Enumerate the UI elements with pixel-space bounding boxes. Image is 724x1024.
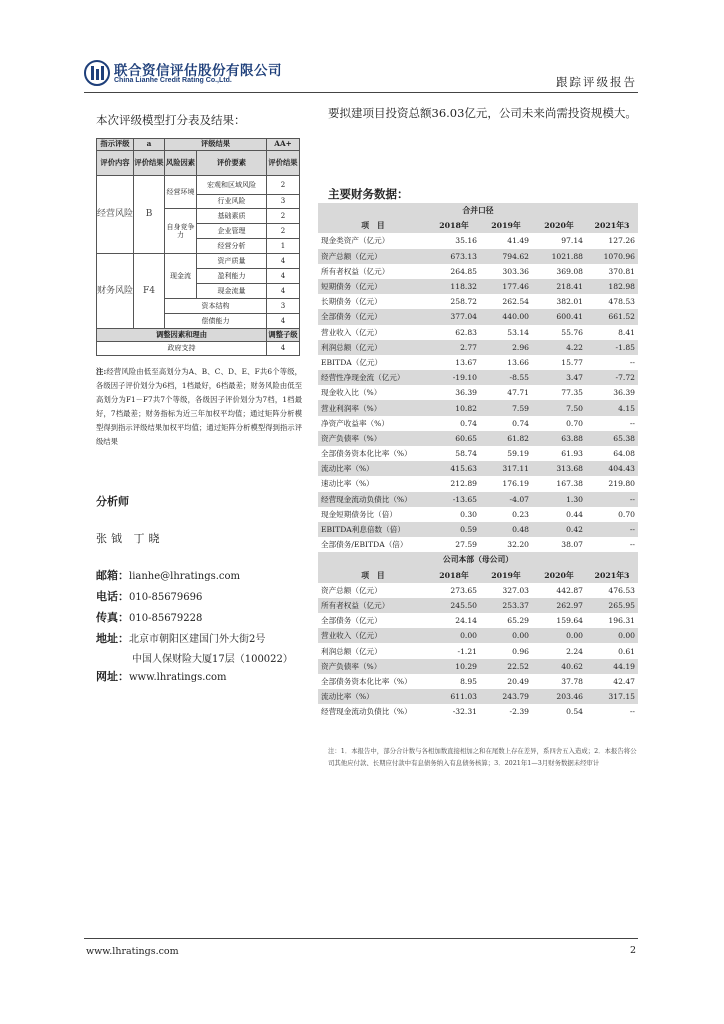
cell-value: 245.50 (428, 598, 480, 613)
cell-value: 0.44 (566, 509, 583, 519)
row-label: 资产负债率（%） (318, 659, 428, 674)
cell-value: 1070.96 (586, 249, 638, 264)
address-line2: 中国人保财险大厦17层（100022） (132, 654, 293, 665)
cell-value: -- (586, 522, 638, 537)
footer-divider (84, 938, 638, 939)
element-name: 基础素质 (197, 209, 267, 224)
table-row (318, 522, 638, 537)
row-label: 经营性净现金流（亿元） (318, 370, 428, 385)
element-name: 现金流量 (197, 284, 267, 299)
table-row (318, 340, 638, 355)
cell-value: 10.82 (428, 400, 480, 415)
cell-value: -1.21 (457, 646, 477, 656)
cell-value: 13.66 (507, 357, 529, 367)
cell-value: 40.62 (532, 659, 586, 674)
table-row (318, 446, 638, 461)
cell-value: 61.93 (561, 449, 583, 459)
analyst-heading: 分析师 (96, 495, 129, 508)
element-score: 2 (267, 224, 300, 239)
cell-value: 118.32 (428, 279, 480, 294)
cell-value: 0.59 (428, 522, 480, 537)
cell-value: 1021.88 (532, 249, 586, 264)
result-label: 评级结果 (165, 139, 267, 151)
cell-value: 36.39 (455, 388, 477, 398)
table-row (318, 264, 638, 279)
website-value[interactable]: www.lhratings.com (129, 672, 227, 683)
cell-value: 440.00 (480, 309, 532, 324)
cell-value: -- (629, 707, 635, 717)
cell-value: -- (586, 492, 638, 507)
email-value[interactable]: lianhe@lhratings.com (129, 571, 241, 582)
element-name: 经营分析 (197, 239, 267, 254)
cell-value: 0.96 (512, 646, 529, 656)
cell-value: 41.49 (507, 236, 529, 246)
website-label: 网址： (96, 670, 129, 683)
phone-label: 电话： (96, 590, 129, 603)
cell-value: 4.15 (586, 400, 638, 415)
cell-value: 478.53 (608, 297, 635, 307)
element-name: 资产质量 (197, 254, 267, 269)
table-row (97, 329, 300, 342)
cell-value: -13.65 (428, 492, 480, 507)
cell-value: 24.14 (455, 616, 477, 626)
page-number: 2 (630, 945, 637, 956)
cell-value: 182.98 (586, 279, 638, 294)
cell-value: 53.14 (507, 327, 529, 337)
row-label: 全部债务（亿元） (318, 309, 428, 324)
table-row (318, 385, 638, 400)
element-score: 3 (267, 195, 300, 209)
contact-address (96, 630, 265, 646)
cell-value: 77.35 (561, 388, 583, 398)
table-row (318, 674, 638, 689)
cell-value: 264.85 (450, 266, 477, 276)
adjust-item: 政府支持 (97, 342, 267, 356)
cell-value: -1.85 (586, 340, 638, 355)
address-line1: 北京市朝阳区建国门外大街2号 (129, 634, 266, 645)
cell-value: 2.96 (480, 340, 532, 355)
table-row (318, 476, 638, 491)
row-label: 全部债务（亿元） (321, 616, 382, 626)
row-label: 资产总额（亿元） (321, 585, 382, 595)
cell-value: 36.39 (613, 388, 635, 398)
cell-value: 65.29 (507, 616, 529, 626)
row-label: 经营现金流动负债比（%） (321, 707, 412, 717)
cell-value: 265.95 (586, 598, 638, 613)
comp-factor: 自身竞争力 (165, 209, 197, 254)
column-header: 2021年3 (586, 218, 638, 233)
cell-value: 58.74 (455, 449, 477, 459)
cell-value: -- (629, 357, 635, 367)
env-factor: 经营环境 (165, 176, 197, 209)
indicator-value: a (134, 139, 165, 151)
row-label: 流动比率（%） (318, 461, 428, 476)
cell-value: 0.74 (512, 418, 529, 428)
cell-value: 22.52 (480, 659, 532, 674)
cell-value: 32.20 (507, 540, 529, 550)
analyst-names: 张钺 丁晓 (96, 532, 164, 545)
cell-value: 167.38 (556, 479, 583, 489)
indicator-label: 指示评级 (97, 139, 134, 151)
row-label: 利润总额（亿元） (318, 340, 428, 355)
cell-value: 382.01 (556, 297, 583, 307)
column-header: 2018年 (428, 568, 480, 583)
cell-value: 20.49 (507, 676, 529, 686)
cell-value: 2.77 (428, 340, 480, 355)
table-row (318, 643, 638, 658)
table-row (318, 400, 638, 415)
table-row (318, 370, 638, 385)
row-label: 全部债务资本化比率（%） (321, 676, 412, 686)
cell-value: 258.72 (450, 297, 477, 307)
column-header: 项 目 (318, 218, 428, 233)
address-label: 地址： (96, 632, 129, 645)
cell-value: 661.52 (586, 309, 638, 324)
column-header: 2020年 (532, 218, 586, 233)
cell-value: 218.41 (532, 279, 586, 294)
company-name-en: China Lianhe Credit Rating Co.,Ltd. (114, 77, 232, 84)
cell-value: 38.07 (561, 540, 583, 550)
cell-value: -32.31 (452, 707, 477, 717)
row-label: 短期债务（亿元） (318, 279, 428, 294)
cell-value: -19.10 (428, 370, 480, 385)
row-label: 利润总额（亿元） (321, 646, 382, 656)
table-row (318, 507, 638, 522)
row-label: 营业收入（亿元） (318, 628, 428, 643)
table-header-row (318, 218, 638, 233)
row-label: 资产负债率（%） (318, 431, 428, 446)
col-header: 风险因素 (165, 151, 197, 176)
result-value: AA+ (267, 139, 300, 151)
cell-value: 317.15 (586, 689, 638, 704)
table-header-row (318, 568, 638, 583)
table-row (97, 254, 300, 269)
cell-value: 0.61 (618, 646, 635, 656)
cell-value: 37.78 (561, 676, 583, 686)
cell-value: 59.19 (507, 449, 529, 459)
cell-value: -- (629, 540, 635, 550)
element-score: 4 (267, 314, 300, 329)
contact-address-line2 (132, 650, 293, 665)
cell-value: 0.42 (532, 522, 586, 537)
table-row (97, 151, 300, 176)
adjust-label: 调整因素和理由 (97, 329, 267, 342)
cell-value: 60.65 (428, 431, 480, 446)
note-label: 注: (96, 367, 107, 376)
column-header: 2018年 (428, 218, 480, 233)
lianhe-logo-icon (84, 60, 110, 86)
business-risk-result: B (134, 176, 165, 254)
cell-value: 3.47 (532, 370, 586, 385)
parent-title: 公司本部（母公司） (318, 552, 638, 567)
cell-value: 0.00 (480, 628, 532, 643)
consolidated-title: 合并口径 (318, 203, 638, 218)
table-row (318, 598, 638, 613)
cell-value: 27.59 (455, 540, 477, 550)
financial-data-note: 注：1．本报告中，部分合计数与各相加数直接相加之和在尾数上存在差异，系四舍五入造成；2．本报告将公司其他应付款、长期应付款中有息债务纳入有息债务核算；3．2021年1—3月财务数据未经审计 (328, 747, 637, 767)
element-score: 4 (267, 284, 300, 299)
report-type: 跟踪评级报告 (556, 75, 637, 89)
note-text: 经营风险由低至高划分为A、B、C、D、E、F共6个等级，各级因子评价划分为6档，1档最好，6档最差；财务风险由低至高划分为F1－F7共7个等级，各级因子评价划分为7档，1档最好，7档最差；财务指标为近三年加权平均值；通过矩阵分析模型得到指示评级结果加权平均值；通过矩阵分析模型得到指示评级结果 (96, 367, 302, 446)
cell-value: 203.46 (532, 689, 586, 704)
cell-value: 600.41 (532, 309, 586, 324)
element-name: 偿债能力 (165, 314, 267, 329)
cell-value: 65.38 (586, 431, 638, 446)
cell-value: 4.22 (532, 340, 586, 355)
row-label: 现金类资产（亿元） (321, 236, 390, 246)
cell-value: 64.08 (613, 449, 635, 459)
table-row (97, 139, 300, 151)
cell-value: 219.80 (608, 479, 635, 489)
cell-value: 44.19 (586, 659, 638, 674)
table-row (318, 659, 638, 674)
cell-value: 15.77 (561, 357, 583, 367)
financial-data-heading: 主要财务数据： (328, 187, 409, 201)
cell-value: 10.29 (428, 659, 480, 674)
email-label: 邮箱： (96, 569, 129, 582)
section-title-row (318, 203, 638, 218)
table-row (318, 294, 638, 309)
row-label: 资产总额（亿元） (318, 249, 428, 264)
table-row (318, 704, 638, 719)
cell-value: 262.54 (502, 297, 529, 307)
cell-value: 370.81 (608, 266, 635, 276)
cell-value: 8.41 (618, 327, 635, 337)
cell-value: 159.64 (556, 616, 583, 626)
cell-value: 0.70 (618, 509, 635, 519)
cell-value: 0.00 (586, 628, 638, 643)
cell-value: 13.67 (455, 357, 477, 367)
element-name: 盈利能力 (197, 269, 267, 284)
table-row (318, 233, 638, 248)
row-label: EBITDA利息倍数（倍） (318, 522, 428, 537)
company-name-cn: 联合资信评估股份有限公司 (114, 63, 282, 79)
cell-value: -8.55 (480, 370, 532, 385)
financial-data-table (318, 203, 638, 719)
column-header: 2021年3 (586, 568, 638, 583)
col-header: 评价结果 (267, 151, 300, 176)
table-row (318, 628, 638, 643)
cell-value: 55.76 (561, 327, 583, 337)
table-row (318, 249, 638, 264)
table-row (97, 342, 300, 356)
cell-value: 0.54 (566, 707, 583, 717)
row-label: 营业收入（亿元） (321, 327, 382, 337)
element-name: 宏观和区域风险 (197, 176, 267, 195)
element-score: 1 (267, 239, 300, 254)
intro-paragraph: 要拟建项目投资总额36.03亿元，公司未来尚需投资规模大。 (328, 106, 637, 120)
cell-value: 377.04 (428, 309, 480, 324)
contact-email (96, 567, 240, 583)
cell-value: 7.50 (532, 400, 586, 415)
cell-value: 442.87 (556, 585, 583, 595)
table-row (318, 492, 638, 507)
table-row (318, 309, 638, 324)
col-header: 评价结果 (134, 151, 165, 176)
row-label: 所有者权益（亿元） (321, 266, 390, 276)
row-label: 全部债务/EBITDA（倍） (321, 540, 408, 550)
cell-value: 369.08 (556, 266, 583, 276)
table-row (318, 613, 638, 628)
adjust-value: 4 (267, 342, 300, 356)
contact-website (96, 668, 227, 684)
cell-value: 0.00 (532, 628, 586, 643)
cell-value: -- (629, 418, 635, 428)
row-label: 净资产收益率（%） (321, 418, 389, 428)
financial-risk-result: F4 (134, 254, 165, 329)
row-label: 营业利润率（%） (318, 400, 428, 415)
cell-value: 673.13 (428, 249, 480, 264)
cell-value: 476.53 (608, 585, 635, 595)
column-header: 2019年 (480, 218, 532, 233)
cell-value: 2.24 (566, 646, 583, 656)
cell-value: 35.16 (455, 236, 477, 246)
row-label: 现金短期债务比（倍） (321, 509, 397, 519)
row-label: EBITDA（亿元） (321, 357, 383, 367)
section-title-row (318, 552, 638, 567)
table-row (318, 583, 638, 598)
table-row (318, 355, 638, 370)
cell-value: 61.82 (480, 431, 532, 446)
cell-value: 262.97 (532, 598, 586, 613)
element-score: 4 (267, 269, 300, 284)
row-label: 流动比率（%） (318, 689, 428, 704)
contact-fax (96, 609, 202, 625)
cell-value: -2.39 (509, 707, 529, 717)
cell-value: 127.26 (608, 236, 635, 246)
table-row (318, 325, 638, 340)
cell-value: 212.89 (450, 479, 477, 489)
cell-value: 7.59 (480, 400, 532, 415)
cell-value: 176.19 (502, 479, 529, 489)
cell-value: 0.00 (428, 628, 480, 643)
cell-value: 47.71 (507, 388, 529, 398)
adjust-sub-label: 调整子级 (267, 329, 300, 342)
cell-value: 303.36 (502, 266, 529, 276)
cell-value: 0.48 (480, 522, 532, 537)
cell-value: 273.65 (450, 585, 477, 595)
table-row (97, 176, 300, 195)
cash-factor: 现金流 (165, 254, 197, 299)
cell-value: 243.79 (480, 689, 532, 704)
cell-value: 794.62 (480, 249, 532, 264)
cell-value: 1.30 (532, 492, 586, 507)
element-score: 2 (267, 209, 300, 224)
table-row (318, 279, 638, 294)
fax-label: 传真： (96, 611, 129, 624)
cell-value: -7.72 (586, 370, 638, 385)
rating-model-heading: 本次评级模型打分表及结果： (96, 113, 246, 127)
fax-value: 010-85679228 (129, 613, 203, 624)
element-name: 行业风险 (197, 195, 267, 209)
cell-value: 97.14 (561, 236, 583, 246)
rating-model-table (96, 138, 300, 356)
footer-website[interactable]: www.lhratings.com (86, 946, 179, 957)
element-name: 企业管理 (197, 224, 267, 239)
cell-value: 611.03 (428, 689, 480, 704)
cell-value: 253.37 (480, 598, 532, 613)
row-label: 速动比率（%） (321, 479, 374, 489)
phone-value: 010-85679696 (129, 592, 203, 603)
cell-value: 42.47 (613, 676, 635, 686)
cell-value: 62.83 (455, 327, 477, 337)
cell-value: 177.46 (480, 279, 532, 294)
header-divider (84, 92, 638, 93)
element-score: 4 (267, 254, 300, 269)
cell-value: 0.23 (512, 509, 529, 519)
row-label: 现金收入比（%） (321, 388, 382, 398)
financial-risk-label: 财务风险 (97, 254, 134, 329)
table-row (318, 689, 638, 704)
column-header: 2019年 (480, 568, 532, 583)
table-row (318, 416, 638, 431)
cell-value: -4.07 (480, 492, 532, 507)
table-row (318, 431, 638, 446)
table-row (318, 537, 638, 552)
col-header: 评价要素 (197, 151, 267, 176)
element-score: 2 (267, 176, 300, 195)
cell-value: 317.11 (480, 461, 532, 476)
table-row (318, 461, 638, 476)
cell-value: 196.31 (608, 616, 635, 626)
business-risk-label: 经营风险 (97, 176, 134, 254)
col-header: 评价内容 (97, 151, 134, 176)
cell-value: 404.43 (586, 461, 638, 476)
element-score: 3 (267, 299, 300, 314)
rating-model-note (96, 365, 302, 449)
cell-value: 63.88 (532, 431, 586, 446)
row-label: 所有者权益（亿元） (318, 598, 428, 613)
row-label: 经营现金流动负债比（%） (318, 492, 428, 507)
cell-value: 8.95 (460, 676, 477, 686)
cell-value: 327.03 (502, 585, 529, 595)
row-label: 全部债务资本化比率（%） (321, 449, 412, 459)
cell-value: 313.68 (532, 461, 586, 476)
row-label: 长期债务（亿元） (321, 297, 382, 307)
cell-value: 0.30 (460, 509, 477, 519)
cell-value: 0.70 (566, 418, 583, 428)
element-name: 资本结构 (165, 299, 267, 314)
column-header: 项 目 (318, 568, 428, 583)
column-header: 2020年 (532, 568, 586, 583)
cell-value: 0.74 (460, 418, 477, 428)
contact-phone (96, 588, 202, 604)
cell-value: 415.63 (428, 461, 480, 476)
